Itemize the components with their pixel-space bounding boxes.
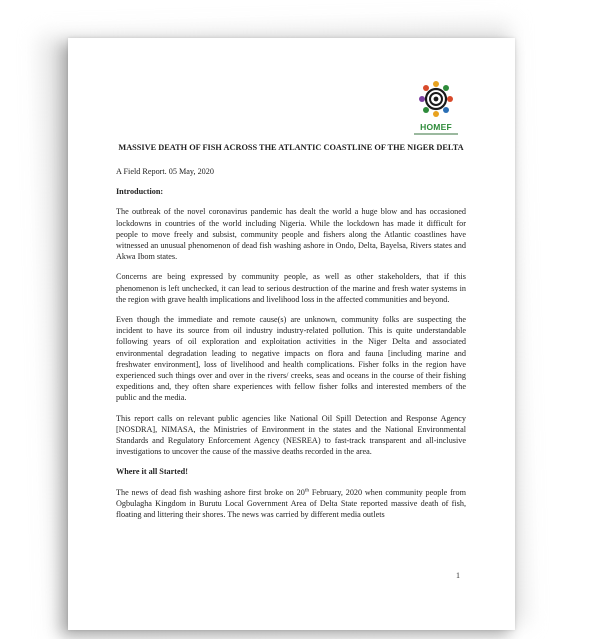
document-subtitle: A Field Report. 05 May, 2020	[116, 167, 214, 176]
document-page	[68, 38, 515, 630]
paragraph-5-part-2: February, 2020 when community people from Ogbulagha Kingdom in Burutu Local Government Area of Delta State reported massive death of fish, floating and littering their shores. The news was carried by different media outlets	[116, 487, 467, 520]
logo-emblem-icon	[412, 78, 460, 122]
document-title: MASSIVE DEATH OF FISH ACROSS THE ATLANTIC COASTLINE OF THE NIGER DELTA	[118, 143, 464, 152]
paragraph-1: The outbreak of the novel coronavirus pandemic has dealt the world a huge blow and has occasioned lockdowns in countries of the world including Nigeria. While the lockdown has made it difficult for people to move freely and subsist, community people and fishers along the Atlantic coastlines have witnessed an unusual phenomenon of dead fish washing ashore in Ondo, Delta, Bayelsa, Rivers states and Akwa Ibom states.	[116, 207, 466, 262]
where-it-started-heading: Where it all Started!	[116, 467, 188, 477]
homef-logo	[412, 78, 460, 140]
document-body	[116, 142, 466, 529]
paragraph-4: This report calls on relevant public agencies like National Oil Spill Detection and Response Agency [NOSDRA], NIMASA, the Ministries of Environment in the states and the National Environmental Standards and Regulatory Enforcement Agency (NESREA) to fast-track transparent and all-inclusive investigations to uncover the cause of the massive deaths recorded in the area.	[116, 413, 466, 457]
logo-tagline-bar	[414, 133, 458, 135]
paragraph-2: Concerns are being expressed by community people, as well as other stakeholders, that if this phenomenon is left unchecked, it can lead to serious destruction of the marine and fresh water systems in the region with grave health implications and livelihood loss in the affected communities and beyond.	[116, 272, 466, 304]
paragraph-5-part-1: The news of dead fish washing ashore first broke on 20	[116, 487, 305, 497]
page-number: 1	[456, 571, 460, 580]
ordinal-suffix: th	[304, 486, 310, 493]
logo-wordmark: HOMEF	[420, 122, 452, 132]
paragraph-3: Even though the immediate and remote cause(s) are unknown, community folks are suspecting the incident to have its source from oil industry industry-related pollution. This is quite understandable following years of oil exploration and exploitation activities in the Niger Delta and associated environmental degradation leading to negative impacts on flora and fauna [including marine and freshwater environment], loss of livelihood and health complications. Fisher folks in the region have experienced such things over and over in the rivers/ creeks, seas and oceans in the course of their fishing expeditions and, they often share experiences with fellow fisher folks and interested members of the public and the media.	[116, 315, 466, 403]
introduction-heading: Introduction:	[116, 187, 164, 197]
paragraph-5	[116, 487, 466, 521]
